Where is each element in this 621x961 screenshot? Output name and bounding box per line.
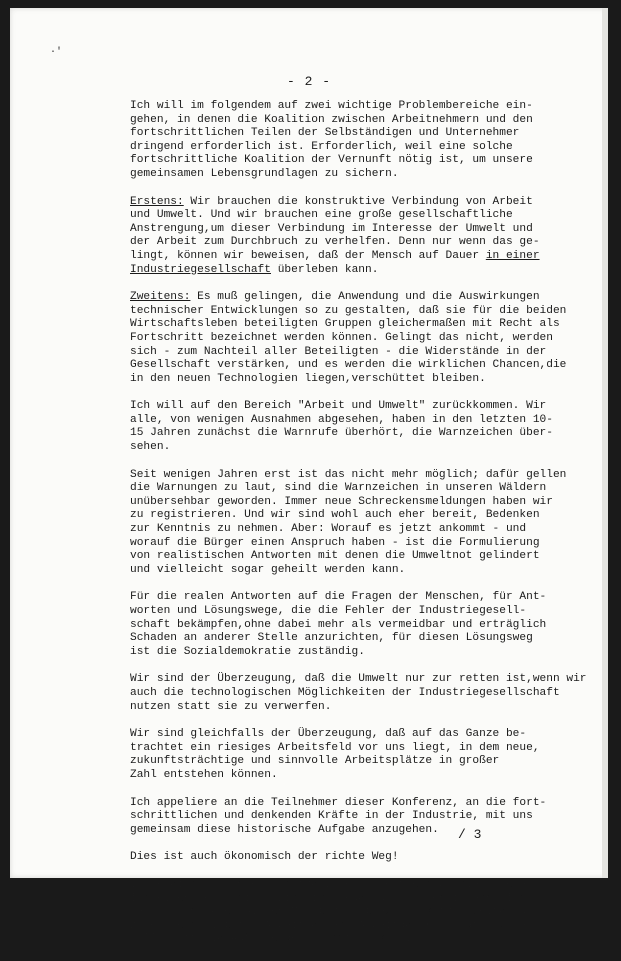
plain-text: dringend erforderlich ist. Erforderlich, weil eine solche [130, 140, 513, 153]
plain-text: überleben kann. [271, 263, 379, 276]
text-line [130, 100, 600, 114]
text-line [130, 879, 600, 893]
plain-text: worauf die Bürger einen Anspruch haben - ist die Formulierung [130, 536, 540, 549]
plain-text: Dies ist auch ökonomisch der richte Weg! [130, 851, 399, 864]
plain-text: Wir sind der Überzeugung, daß die Umwelt nur zur retten ist,wenn wir [130, 673, 587, 686]
plain-text: die Warnungen zu laut, sind die Warnzeichen in unseren Wäldern [130, 482, 547, 495]
plain-text: fortschrittliche Koalition der Vernunft nötig ist, um unsere [130, 154, 533, 167]
paragraph [130, 879, 600, 947]
plain-text: Fortschritt bezeichnet werden können. Gelingt das nicht, werden [130, 331, 553, 344]
text-line [130, 469, 600, 483]
text-line [130, 441, 600, 455]
plain-text: Ich appeliere an die Teilnehmer dieser Konferenz, an die fort- [130, 796, 547, 809]
text-line [130, 264, 600, 278]
plain-text: Wir sind gleichfalls der Überzeugung, daß auf das Ganze be- [130, 728, 527, 741]
text-line [130, 291, 600, 305]
paragraph [130, 100, 600, 182]
page-number: - 2 - [286, 74, 331, 89]
text-line [130, 359, 600, 373]
paragraph [130, 196, 600, 278]
plain-text: Wir brauchen die konstruktive Verbindung von Arbeit [183, 195, 533, 208]
plain-text: schaft bekämpfen,ohne dabei mehr als vermeidbar und erträglich [130, 618, 547, 631]
plain-text: zu registrieren. Und wir sind wohl auch eher bereit, Bedenken [130, 509, 540, 522]
underlined-text: Erstens: [130, 195, 184, 208]
text-line [130, 591, 600, 605]
page-edge [602, 8, 608, 878]
text-line [130, 482, 600, 496]
plain-text: Für die realen Antworten auf die Fragen der Menschen, für Ant- [130, 591, 547, 604]
plain-text: Gesellschaft verstärken, und es werden die wirklichen Chancen,die [130, 359, 567, 372]
body-text [130, 100, 600, 961]
plain-text: ist die Sozialdemokratie zuständig. [130, 645, 365, 658]
continuation-marker: / 3 [458, 827, 482, 842]
paragraph [130, 291, 600, 386]
text-line [130, 797, 600, 811]
text-line [130, 318, 600, 332]
text-line [130, 537, 600, 551]
plain-text: zu erobern, ist für Arbeitnehmer, Arbeitgeber, Staat und Ge- [130, 919, 533, 932]
text-line [130, 414, 600, 428]
plain-text: gemeinsamen Lebensgrundlagen zu sichern. [130, 167, 399, 180]
plain-text: alle, von wenigen Ausnahmen abgesehen, haben in den letzten 10- [130, 413, 553, 426]
text-line [130, 250, 600, 264]
plain-text: sich - zum Nachteil aller Beteiligten - die Widerstände in der [130, 345, 547, 358]
plain-text: 15 Jahren zunächst die Warnrufe überhört, die Warnzeichen über- [130, 427, 553, 440]
plain-text: fortschrittlichen Teilen der Selbständigen und Unternehmer [130, 127, 520, 140]
text-line [130, 920, 600, 934]
plain-text: Ich will im folgendem auf zwei wichtige Problembereiche ein- [130, 100, 533, 112]
plain-text: Im Bereich des Umweltschutzes, der Umwelttechnologien, sehe [130, 878, 527, 891]
plain-text: Seit wenigen Jahren erst ist das nicht mehr möglich; dafür gellen [130, 468, 567, 481]
plain-text: sellschaft die Aufgabe der nächsten Jahre. [130, 933, 412, 946]
text-line [130, 127, 600, 141]
text-line [130, 332, 600, 346]
paragraph [130, 851, 600, 865]
margin-marks: ·' [50, 47, 63, 58]
plain-text: nutzen statt sie zu verwerfen. [130, 700, 332, 713]
plain-text: sehen. [130, 441, 171, 454]
plain-text: ich einen der wenigen wirklich neuen und großen internationalen [130, 892, 553, 905]
plain-text: Ich will auf den Bereich "Arbeit und Umwelt" zurückkommen. Wir [130, 400, 547, 413]
plain-text: unübersehbar geworden. Immer neue Schreckensmeldungen haben wir [130, 495, 553, 508]
text-line [130, 906, 600, 920]
paragraph [130, 591, 600, 659]
text-line [130, 509, 600, 523]
text-line [130, 141, 600, 155]
plain-text: auch die technologischen Möglichkeiten der Industriegesellschaft [130, 686, 560, 699]
text-line [130, 701, 600, 715]
text-line [130, 933, 600, 947]
text-line [130, 893, 600, 907]
paragraph [130, 400, 600, 454]
paragraph [130, 469, 600, 578]
plain-text: in den neuen Technologien liegen,verschüttet bleiben. [130, 372, 486, 385]
text-line [130, 687, 600, 701]
plain-text: Zahl entstehen können. [130, 768, 278, 781]
underlined-text: Zweitens: [130, 291, 191, 304]
paragraph [130, 673, 600, 714]
text-line [130, 742, 600, 756]
text-line [130, 673, 600, 687]
text-line [130, 236, 600, 250]
text-line [130, 373, 600, 387]
underlined-text: Industriegesellschaft [130, 263, 271, 276]
text-line [130, 550, 600, 564]
text-line [130, 646, 600, 660]
text-line [130, 810, 600, 824]
text-line [130, 400, 600, 414]
text-line [130, 114, 600, 128]
text-line [130, 619, 600, 633]
text-line [130, 427, 600, 441]
plain-text: Es muß gelingen, die Anwendung und die Auswirkungen [190, 291, 540, 304]
text-line [130, 728, 600, 742]
plain-text: Wirtschaftsleben beteiligten Gruppen gleichermaßen mit Recht als [130, 318, 560, 331]
paragraph [130, 797, 600, 838]
plain-text: zur Kenntnis zu nehmen. Aber: Worauf es jetzt ankommt - und [130, 523, 527, 536]
text-line [130, 523, 600, 537]
text-line [130, 196, 600, 210]
plain-text: von realistischen Antworten mit denen die Umweltnot gelindert [130, 550, 540, 563]
plain-text: schrittlichen und denkenden Kräfte in der Industrie, mit uns [130, 810, 533, 823]
text-line [130, 154, 600, 168]
plain-text: trachtet ein riesiges Arbeitsfeld vor uns liegt, in dem neue, [130, 741, 540, 754]
plain-text: Wachstumsmärkte. Diesen Markt zu entdecken, aufzuarbeiten und [130, 906, 540, 919]
text-line [130, 769, 600, 783]
underlined-text: in einer [485, 249, 540, 262]
plain-text: und vielleicht sogar geheilt werden kann. [130, 563, 406, 576]
plain-text: gehen, in denen die Koalition zwischen Arbeitnehmern und den [130, 113, 533, 126]
text-line [130, 346, 600, 360]
plain-text: worten und Lösungswege, die die Fehler der Industriegesell- [130, 605, 527, 617]
text-line [130, 564, 600, 578]
text-line [130, 223, 600, 237]
text-line [130, 632, 600, 646]
document-page [10, 8, 608, 946]
plain-text: lingt, können wir beweisen, daß der Mensch auf Dauer [130, 249, 486, 262]
paragraph [130, 728, 600, 782]
text-line [130, 824, 600, 838]
text-line [130, 755, 600, 769]
plain-text: und Umwelt. Und wir brauchen eine große gesellschaftliche [130, 209, 513, 222]
text-line [130, 605, 600, 619]
text-line [130, 305, 600, 319]
plain-text: technischer Entwicklungen so zu gestalten, daß sie für die beiden [130, 304, 567, 317]
plain-text: gemeinsam diese historische Aufgabe anzugehen. [130, 823, 439, 836]
text-line [130, 168, 600, 182]
plain-text: Anstrengung,um dieser Verbindung im Interesse der Umwelt und [130, 222, 533, 235]
text-line [130, 496, 600, 510]
plain-text: zukunftsträchtige und sinnvolle Arbeitsplätze in großer [130, 755, 500, 768]
plain-text: Schaden an anderer Stelle anzurichten, für diesen Lösungsweg [130, 632, 533, 645]
plain-text: der Arbeit zum Durchbruch zu verhelfen. Denn nur wenn das ge- [130, 236, 540, 249]
text-line [130, 209, 600, 223]
text-line [130, 851, 600, 865]
